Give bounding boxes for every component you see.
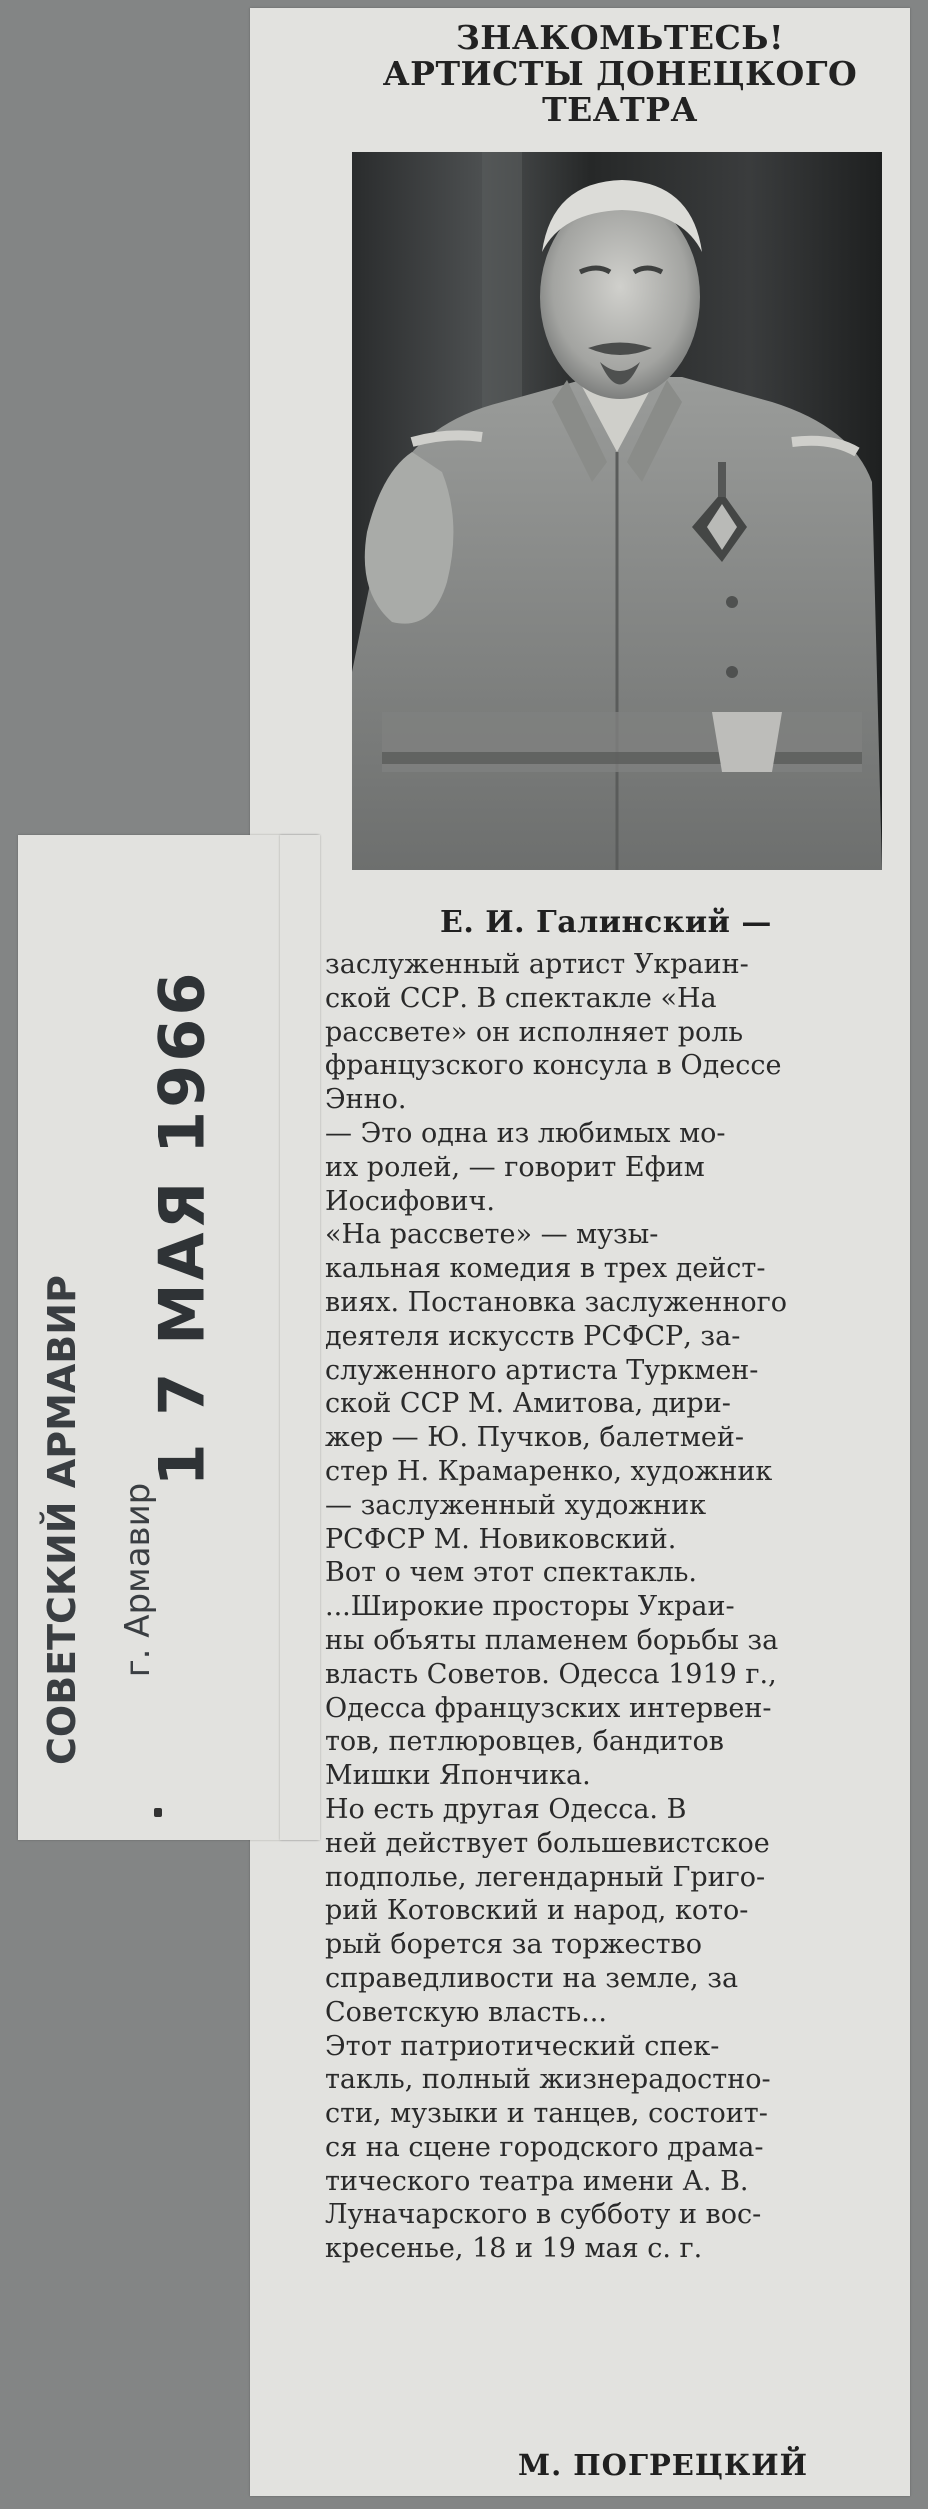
article-line: заслуженный артист Украин- [325,949,749,980]
article-line: такль, полный жизнерадостно- [325,2064,771,2096]
article-line: рий Котовский и народ, кото- [325,1895,749,1927]
article-line: Мишки Япончика. [325,1760,591,1792]
article-line: Вот о чем этот спектакль. [325,1557,698,1589]
article-line: тического театра имени А. В. [325,2165,749,2197]
newspaper-stamp-text: СОВЕТСКИЙ АРМАВИР [40,1275,84,1765]
article-line: деятеля искусств РСФСР, за- [325,1320,741,1352]
article-body [325,948,893,2266]
article-line: сти, музыки и танцев, состоит- [325,2098,768,2130]
actor-name-caption: Е. И. Галинский — [440,905,772,940]
article-line: Советскую власть... [325,1996,607,2028]
article-line: жер — Ю. Пучков, балетмей- [325,1422,744,1454]
article-line: служенного артиста Туркмен- [325,1354,759,1386]
article-line: РСФСР М. Новиковский. [325,1523,677,1555]
article-line: ...Широкие просторы Украи- [325,1591,735,1623]
article-line: кресенье, 18 и 19 мая с. г. [325,2233,703,2265]
article-line: Энно. [325,1084,407,1116]
article-line: французского консула в Одессе [325,1050,782,1082]
city-stamp-text: г. Армавир [118,1482,158,1678]
article-line: кальная комедия в трех дейст- [325,1253,766,1285]
article-line: — заслуженный художник [325,1489,707,1521]
article-line: стер Н. Крамаренко, художник [325,1455,773,1487]
article-line: ней действует большевистское [325,1827,770,1859]
article-line: — Это одна из любимых мо- [325,1117,726,1149]
article-line: виях. Постановка заслуженного [325,1286,788,1318]
article-line: Одесса французских интервен- [325,1692,772,1724]
article-line: Луначарского в субботу и вос- [325,2199,762,2231]
article-line: подполье, легендарный Григо- [325,1861,766,1893]
headline-line-1: ЗНАКОМЬТЕСЬ! [455,18,785,57]
article-line: ны объяты пламенем борьбы за [325,1624,779,1656]
headline-line-2: АРТИСТЫ ДОНЕЦКОГО [382,54,858,93]
article-line: тов, петлюровцев, бандитов [325,1726,724,1758]
article-line: власть Советов. Одесса 1919 г., [325,1658,777,1690]
date-stamp-text: 1 7 МАЯ 1966 [145,969,219,1487]
article-line: справедливости на земле, за [325,1962,739,1994]
article-line: «На рассвете» — музы- [325,1219,659,1251]
article-line: Иосифович. [325,1185,495,1217]
ink-dot [154,1808,162,1817]
headline-line-3: ТЕАТРА [542,90,698,129]
actor-portrait-photo [352,152,882,870]
article-line: ской ССР М. Амитова, дири- [325,1388,731,1420]
article-line: Этот патриотический спек- [325,2030,720,2062]
author-signature: М. ПОГРЕЦКИЙ [518,2448,809,2482]
portrait-image [352,152,882,870]
article-line: их ролей, — говорит Ефим [325,1151,705,1183]
article-line: рассвете» он исполняет роль [325,1016,744,1048]
article-line: ской ССР. В спектакле «На [325,982,717,1014]
article-line: Но есть другая Одесса. В [325,1793,687,1825]
clipping-join [280,835,320,1840]
article-line: рый борется за торжество [325,1929,703,1961]
article-line: ся на сцене городского драма- [325,2131,764,2163]
